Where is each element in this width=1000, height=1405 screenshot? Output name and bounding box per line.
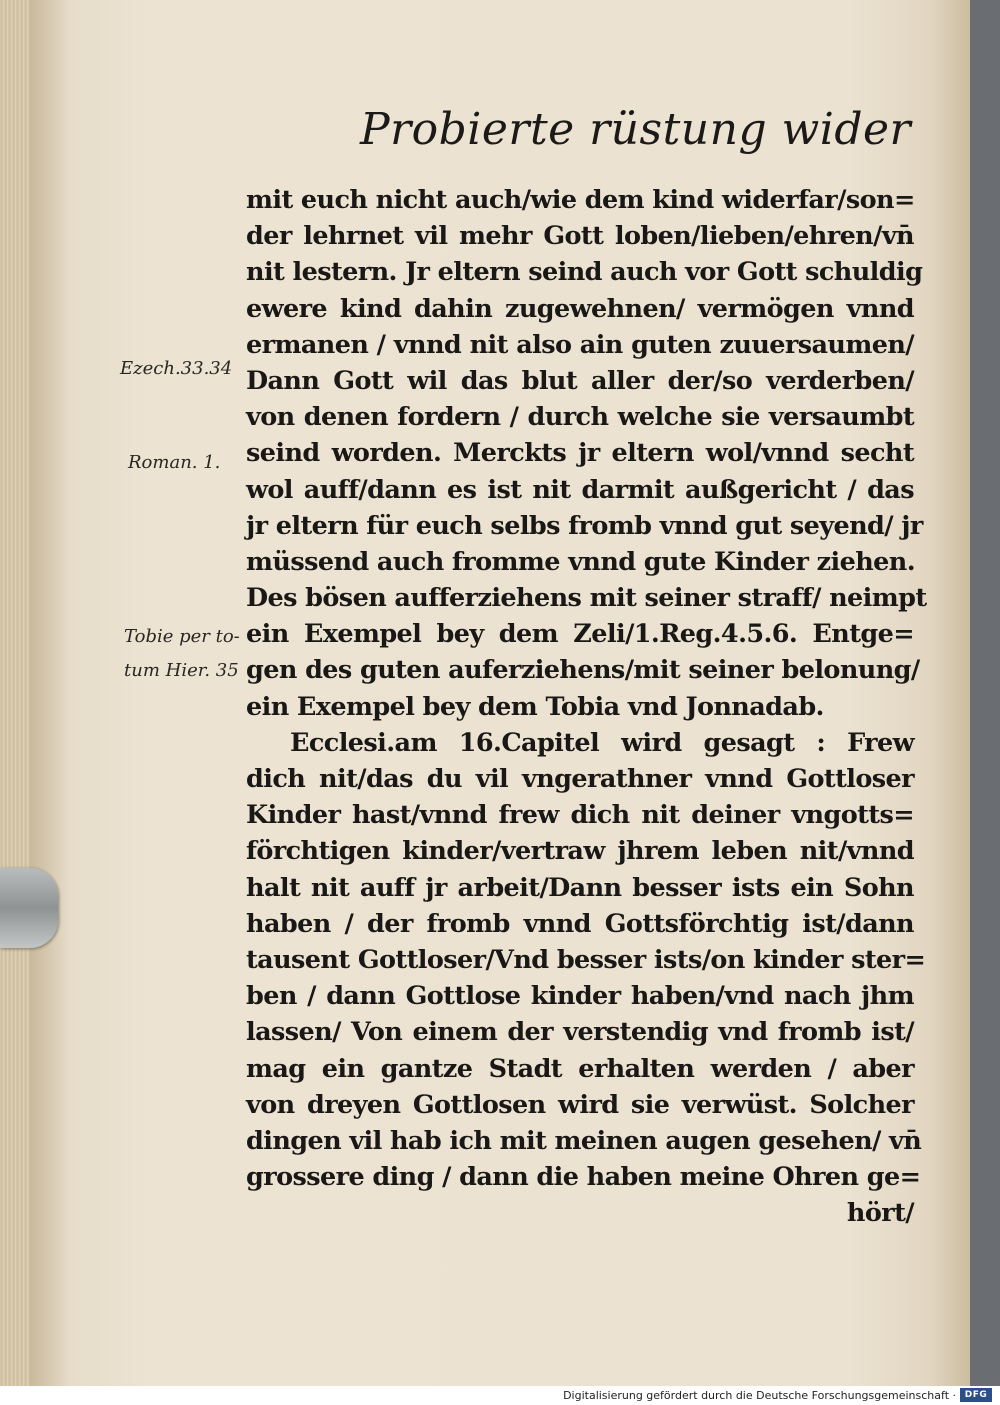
text-line: halt nit auff jr arbeit/Dann besser ists ein Sohn [246,872,914,903]
text-line: jr eltern für euch selbs fromb vnnd gut seyend/ jr [246,510,923,541]
text-line: Dann Gott wil das blut aller der/so verderben/ [246,365,914,396]
text-line: von denen fordern / durch welche sie versaumbt [246,402,914,433]
margin-note-ezech: Ezech.33.34 [120,358,233,379]
text-line: haben / der fromb vnnd Gottsförchtig ist/dann [246,908,914,939]
footer-credit: Digitalisierung gefördert durch die Deutsche Forschungsgemeinschaft · [563,1389,956,1402]
text-line: seind worden. Merckts jr eltern wol/vnnd secht [246,438,914,469]
text-line: Kinder hast/vnnd frew dich nit deiner vngotts= [246,800,914,831]
body-text [246,182,927,1231]
text-line: ermanen / vnnd nit also ain guten zuuersaumen/ [246,329,914,360]
text-line: von dreyen Gottlosen wird sie verwüst. Solcher [246,1089,914,1120]
text-line: tausent Gottloser/Vnd besser ists/on kinder ster= [246,944,926,975]
text-line: mag ein gantze Stadt erhalten werden / aber [246,1053,914,1084]
text-line: ein Exempel bey dem Zeli/1.Reg.4.5.6. Entge= [246,619,914,650]
text-line: Ecclesi.am 16.Capitel wird gesagt : Frew [290,727,914,758]
text-line: lassen/ Von einem der verstendig vnd fromb ist/ [246,1017,914,1048]
text-line: mit euch nicht auch/wie dem kind widerfar/son= [246,185,915,215]
margin-note-tobie-2: tum Hier. 35 [124,660,239,681]
text-line: gen des guten auferziehens/mit seiner belonung/ [246,655,920,686]
margin-note-tobie-1: Tobie per to- [124,626,240,647]
text-line: ein Exempel bey dem Tobia vnd Jonnadab. [246,691,824,722]
text-line: ewere kind dahin zugewehnen/ vermögen vnnd [246,293,914,324]
text-line: nit lestern. Jr eltern seind auch vor Gott schuldig [246,257,923,288]
text-line: ben / dann Gottlose kinder haben/vnd nach jhm [246,981,914,1012]
text-line: dich nit/das du vil vngerathner vnnd Gottloser [246,764,914,794]
text-line: Des bösen aufferziehens mit seiner straff/ neimpt [246,583,927,614]
text-line: der lehrnet vil mehr Gott loben/lieben/ehren/vn̄ [246,221,914,252]
text-line: wol auff/dann es ist nit darmit außgericht / das [246,474,914,505]
text-line: müssend auch fromme vnnd gute Kinder ziehen. [246,546,915,577]
text-line: dingen vil hab ich mit meinen augen gesehen/ vn̄ [246,1125,922,1156]
page-clip [0,868,58,948]
text-line: grossere ding / dann die haben meine Ohren ge= [246,1162,921,1193]
catchword: hört/ [846,1198,914,1229]
dfg-logo: DFG [960,1388,992,1402]
running-header: Probierte rüstung wider [360,104,912,155]
text-line: förchtigen kinder/vertraw jhrem leben nit/vnnd [246,836,914,867]
margin-note-roman: Roman. 1. [128,452,221,473]
